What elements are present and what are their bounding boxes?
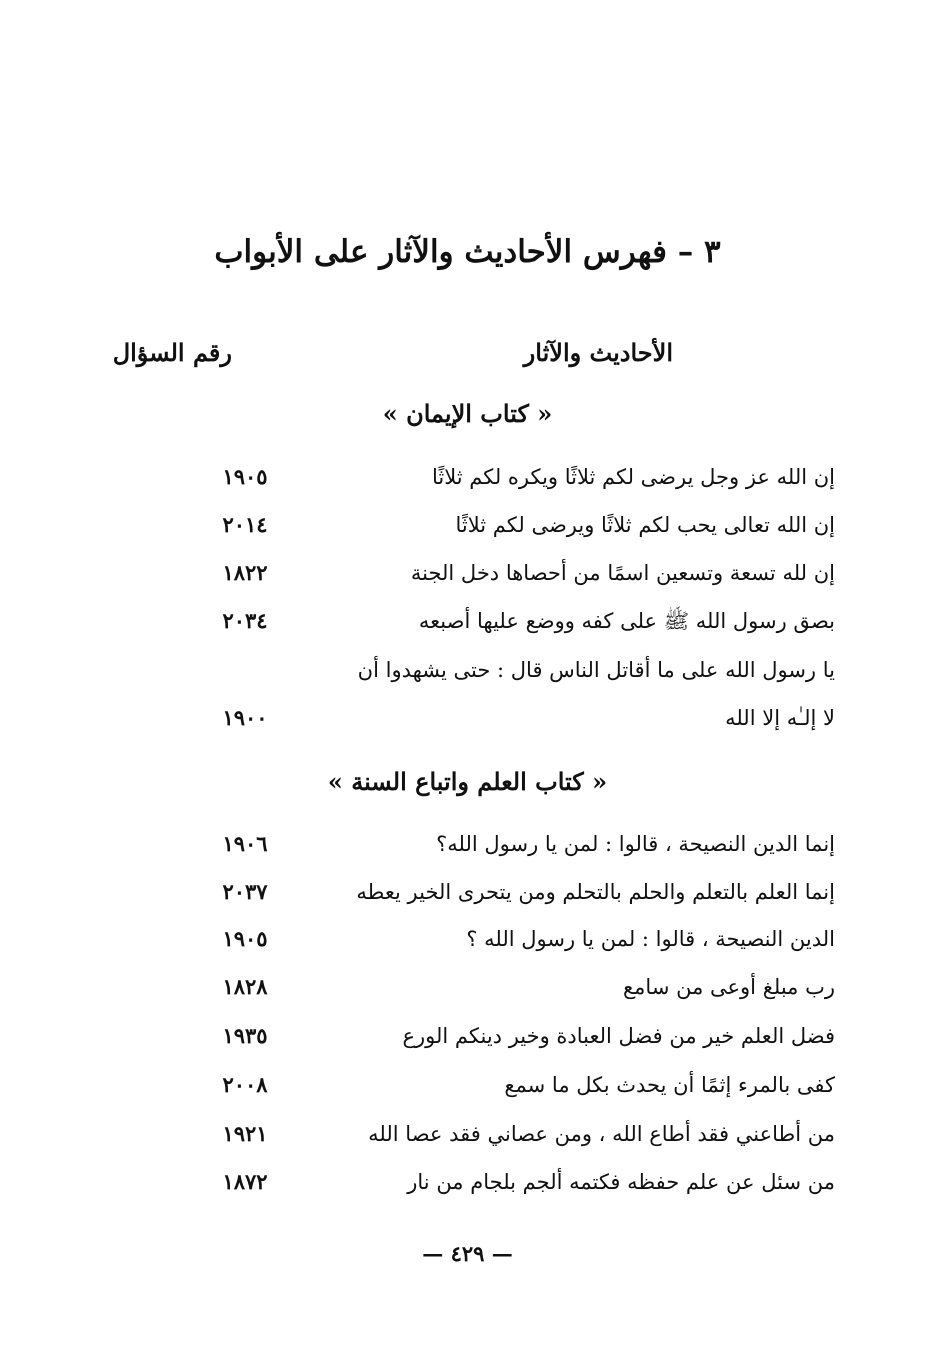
entry-row: [100, 456, 835, 498]
entry-number: ١٩٣٥: [222, 1023, 268, 1048]
entry-text: من سئل عن علم حفظه فكتمه ألجم بلجام من نار: [407, 1170, 835, 1194]
entry-number: ١٨٧٢: [222, 1169, 268, 1194]
entry-text: إنما الدين النصيحة ، قالوا : لمن يا رسول الله؟: [436, 832, 835, 856]
entry-row: [100, 1064, 835, 1106]
entry-row: [100, 918, 835, 960]
entry-text: رب مبلغ أوعى من سامع: [623, 975, 835, 999]
entry-row: [100, 697, 835, 739]
entry-text: يا رسول الله على ما أقاتل الناس قال : حتى يشهدوا أن: [357, 658, 835, 682]
entry-row: [100, 1161, 835, 1203]
entry-row: [100, 1113, 835, 1155]
entry-number: ٢٠٠٨: [222, 1072, 268, 1097]
entry-text: كفى بالمرء إثمًا أن يحدث بكل ما سمع: [504, 1073, 835, 1097]
entry-number: ١٩٠٠: [222, 705, 268, 730]
column-header-question-number: رقم السؤال: [112, 338, 232, 367]
entry-number: ١٩٢١: [222, 1121, 268, 1146]
entry-row: [100, 649, 835, 691]
entry-number: ١٨٢٢: [222, 560, 268, 585]
page-title: ٣ – فهرس الأحاديث والآثار على الأبواب: [214, 234, 721, 270]
entry-text: إن الله عز وجل يرضى لكم ثلاثًا ويكره لكم ثلاثًا: [431, 465, 835, 489]
entry-text: بصق رسول الله ﷺ على كفه ووضع عليها أصبعه: [418, 609, 835, 633]
entry-text: الدين النصيحة ، قالوا : لمن يا رسول الله ؟: [466, 927, 835, 951]
entry-row: [100, 600, 835, 642]
entry-row: [100, 871, 835, 913]
entry-text: إن الله تعالى يحب لكم ثلاثًا ويرضى لكم ثلاثًا: [455, 513, 835, 537]
entry-row: [100, 1015, 835, 1057]
section-title-iman: « كتاب الإيمان »: [382, 399, 553, 428]
entry-number: ١٩٠٦: [222, 831, 268, 856]
entry-text: لا إلـٰه إلا الله: [725, 706, 835, 730]
entry-number: ١٨٢٨: [222, 974, 268, 999]
entry-number: ١٩٠٥: [222, 926, 268, 951]
entry-row: [100, 966, 835, 1008]
entry-row: [100, 552, 835, 594]
entry-text: من أطاعني فقد أطاع الله ، ومن عصاني فقد عصا الله: [368, 1122, 835, 1146]
entry-number: ١٩٠٥: [222, 464, 268, 489]
column-header-hadith: الأحاديث والآثار: [523, 338, 673, 367]
entry-number: ٢٠٣٤: [222, 608, 268, 633]
section-title-ilm: « كتاب العلم واتباع السنة »: [327, 767, 608, 796]
entry-number: ٢٠١٤: [222, 512, 268, 537]
entry-row: [100, 823, 835, 865]
page-number: — ٤٢٩ —: [422, 1241, 513, 1266]
entry-text: فضل العلم خير من فضل العبادة وخير دينكم الورع: [402, 1024, 835, 1048]
entry-text: إنما العلم بالتعلم والحلم بالتحلم ومن يتحرى الخير يعطه: [356, 880, 835, 904]
entry-text: إن لله تسعة وتسعين اسمًا من أحصاها دخل الجنة: [410, 561, 835, 585]
entry-number: ٢٠٣٧: [222, 879, 268, 904]
entry-row: [100, 504, 835, 546]
